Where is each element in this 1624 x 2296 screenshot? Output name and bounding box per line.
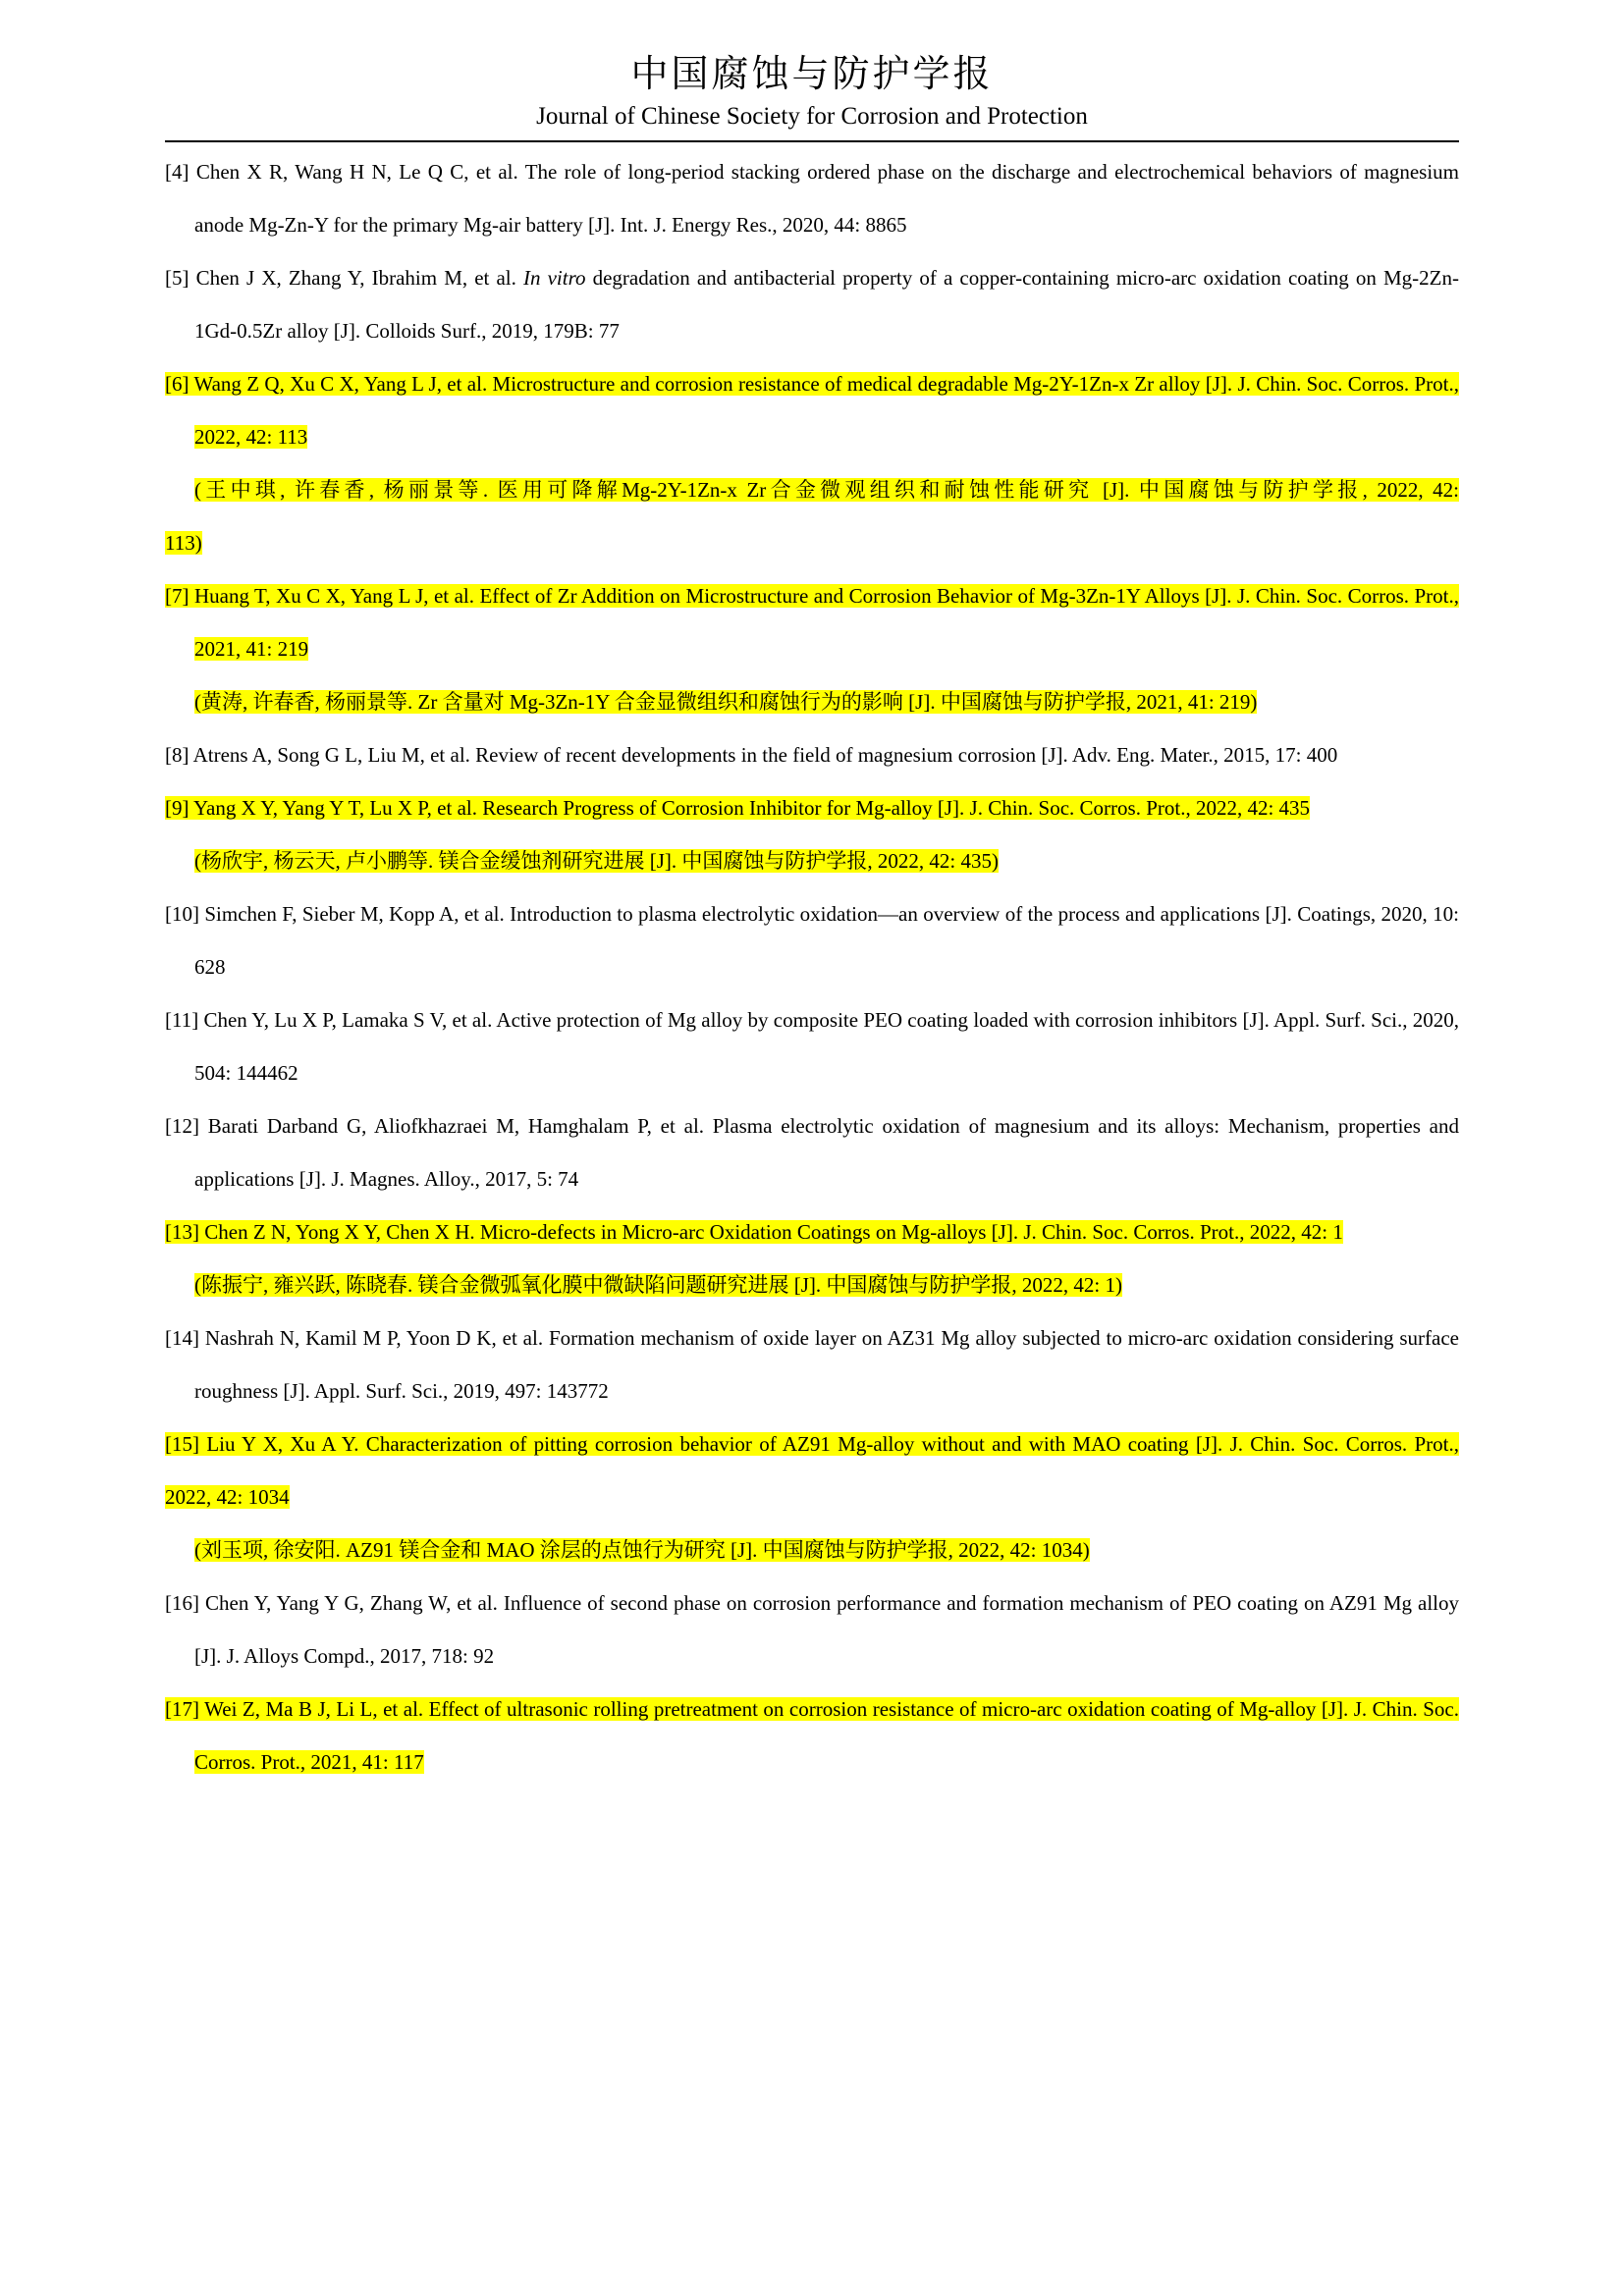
reference-entry: [165, 145, 1459, 251]
reference-text: [165, 902, 1459, 979]
reference-text-segment: Chen Z N, Yong X Y, Chen X H. Micro-defects in Micro-arc Oxidation Coatings on Mg-alloys [J]. J. Chin. Soc. Corros. Prot., 2022, 42: 1: [204, 1219, 1343, 1244]
reference-text-segment: Chen J X, Zhang Y, Ibrahim M, et al.: [195, 265, 523, 290]
journal-title-chinese: 中国腐蚀与防护学报: [630, 54, 994, 95]
reference-label: [9]: [165, 795, 189, 820]
reference-text-segment: Simchen F, Sieber M, Kopp A, et al. Introduction to plasma electrolytic oxidation—an overview of the process and applications [J]. Coatings, 2020, 10: 628: [194, 901, 1460, 979]
reference-text-segment: Wei Z, Ma B J, Li L, et al. Effect of ultrasonic rolling pretreatment on corrosion resistance of micro-arc oxidation coating of Mg-alloy [J]. J. Chin. Soc. Corros. Prot., 2021, 41: 117: [194, 1696, 1460, 1774]
reference-text: [165, 1326, 1459, 1403]
reference-text-segment: Barati Darband G, Aliofkhazraei M, Hamghalam P, et al. Plasma electrolytic oxidation of magnesium and its alloys: Mechanism, properties and applications [J]. J. Magnes. Alloy., 2017, 5: 74: [194, 1113, 1459, 1191]
reference-text: [165, 1591, 1459, 1668]
reference-entry-chinese: [165, 1523, 1459, 1576]
reference-label: [8]: [165, 742, 189, 767]
reference-chinese-text: (王中琪, 许春香, 杨丽景等. 医用可降解Mg-2Y-1Zn-x Zr合金微观组织和耐蚀性能研究 [J]. 中国腐蚀与防护学报, 2022, 42:: [194, 477, 1459, 502]
reference-entry: [165, 1099, 1459, 1205]
highlighted-reference-text: [165, 1432, 1459, 1509]
reference-text-segment: Yang X Y, Yang Y T, Lu X P, et al. Research Progress of Corrosion Inhibitor for Mg-alloy [J]. J. Chin. Soc. Corros. Prot., 2022, 42: 435: [192, 795, 1311, 820]
reference-entry-chinese: [165, 1258, 1459, 1311]
reference-entry-chinese: [165, 463, 1459, 569]
reference-chinese-line: [165, 1523, 1459, 1576]
reference-label: [16]: [165, 1590, 199, 1615]
reference-entry: [165, 993, 1459, 1099]
reference-label: [15]: [165, 1431, 199, 1456]
reference-label: [10]: [165, 901, 199, 926]
reference-label: [14]: [165, 1325, 199, 1350]
reference-label: [13]: [165, 1219, 199, 1244]
reference-chinese-line: [165, 834, 1459, 887]
highlighted-reference-text: [165, 1697, 1459, 1774]
reference-entry: [165, 887, 1459, 993]
reference-chinese-line: [165, 463, 1459, 516]
reference-text-segment: In vitro: [523, 265, 586, 290]
reference-text-segment: degradation and antibacterial property of a copper-containing micro-arc oxidation coating on Mg-2Zn-1Gd-0.5Zr alloy [J]. Colloids Surf., 2019, 179B: 77: [194, 265, 1459, 343]
reference-text-segment: Huang T, Xu C X, Yang L J, et al. Effect of Zr Addition on Microstructure and Corrosion Behavior of Mg-3Zn-1Y Alloys [J]. J. Chin. Soc. Corros. Prot., 2021, 41: 219: [193, 583, 1459, 661]
reference-chinese-text: (刘玉项, 徐安阳. AZ91 镁合金和 MAO 涂层的点蚀行为研究 [J]. 中国腐蚀与防护学报, 2022, 42: 1034): [194, 1537, 1090, 1562]
reference-text: [165, 1008, 1459, 1085]
reference-text-segment: Liu Y X, Xu A Y. Characterization of pitting corrosion behavior of AZ91 Mg-alloy without and with MAO coating [J]. J. Chin. Soc. Corros. Prot., 2022, 42: 1034: [165, 1431, 1459, 1509]
reference-chinese-line: [165, 675, 1459, 728]
reference-text: [165, 266, 1459, 343]
reference-chinese-line: [165, 1258, 1459, 1311]
reference-text: [165, 1114, 1459, 1191]
reference-entry: [165, 1311, 1459, 1417]
reference-entry-chinese: [165, 675, 1459, 728]
reference-text-segment: Nashrah N, Kamil M P, Yoon D K, et al. Formation mechanism of oxide layer on AZ31 Mg alloy subjected to micro-arc oxidation considering surface roughness [J]. Appl. Surf. Sci., 2019, 497: 143772: [194, 1325, 1460, 1403]
reference-entry: [165, 1682, 1459, 1789]
highlighted-reference-text: [165, 372, 1459, 449]
reference-chinese-text: 113): [165, 530, 202, 555]
reference-chinese-line: [165, 516, 1459, 569]
reference-label: [6]: [165, 371, 189, 396]
reference-label: [17]: [165, 1696, 199, 1721]
reference-entry: [165, 1205, 1459, 1258]
reference-label: [4]: [165, 159, 189, 184]
reference-entry: [165, 251, 1459, 357]
reference-text: [165, 743, 1337, 767]
highlighted-reference-text: [165, 1220, 1343, 1244]
reference-entry: [165, 781, 1459, 834]
reference-chinese-text: (杨欣宇, 杨云天, 卢小鹏等. 镁合金缓蚀剂研究进展 [J]. 中国腐蚀与防护学报, 2022, 42: 435): [194, 848, 999, 873]
reference-label: [11]: [165, 1007, 199, 1032]
journal-header: [165, 54, 1459, 142]
journal-title-english: Journal of Chinese Society for Corrosion and Protection: [536, 102, 1088, 130]
reference-label: [12]: [165, 1113, 199, 1138]
reference-entry: [165, 1417, 1459, 1523]
reference-text-segment: Chen Y, Yang Y G, Zhang W, et al. Influence of second phase on corrosion performance and formation mechanism of PEO coating on AZ91 Mg alloy [J]. J. Alloys Compd., 2017, 718: 92: [194, 1590, 1460, 1668]
reference-text-segment: Chen X R, Wang H N, Le Q C, et al. The role of long-period stacking ordered phase on the discharge and electrochemical behaviors of magnesium anode Mg-Zn-Y for the primary Mg-air battery [J]. Int. J. Energy Res., 2020, 44: 8865: [194, 159, 1460, 237]
reference-label: [5]: [165, 265, 189, 290]
reference-entry: [165, 1576, 1459, 1682]
reference-text: [165, 160, 1459, 237]
reference-text-segment: Chen Y, Lu X P, Lamaka S V, et al. Active protection of Mg alloy by composite PEO coating loaded with corrosion inhibitors [J]. Appl. Surf. Sci., 2020, 504: 144462: [194, 1007, 1459, 1085]
highlighted-reference-text: [165, 584, 1459, 661]
reference-label: [7]: [165, 583, 189, 608]
reference-chinese-text: (黄涛, 许春香, 杨丽景等. Zr 含量对 Mg-3Zn-1Y 合金显微组织和腐蚀行为的影响 [J]. 中国腐蚀与防护学报, 2021, 41: 219): [194, 689, 1258, 714]
reference-list: [165, 145, 1459, 1789]
reference-entry: [165, 357, 1459, 463]
highlighted-reference-text: [165, 796, 1310, 820]
reference-entry-chinese: [165, 834, 1459, 887]
reference-text-segment: Atrens A, Song G L, Liu M, et al. Review of recent developments in the field of magnesium corrosion [J]. Adv. Eng. Mater., 2015, 17: 400: [192, 742, 1338, 767]
reference-chinese-text: (陈振宁, 雍兴跃, 陈晓春. 镁合金微弧氧化膜中微缺陷问题研究进展 [J]. 中国腐蚀与防护学报, 2022, 42: 1): [194, 1272, 1122, 1297]
reference-text-segment: Wang Z Q, Xu C X, Yang L J, et al. Microstructure and corrosion resistance of medical degradable Mg-2Y-1Zn-x Zr alloy [J]. J. Chin. Soc. Corros. Prot., 2022, 42: 113: [193, 371, 1459, 449]
header-divider: [165, 140, 1459, 142]
reference-entry: [165, 728, 1459, 781]
reference-entry: [165, 569, 1459, 675]
